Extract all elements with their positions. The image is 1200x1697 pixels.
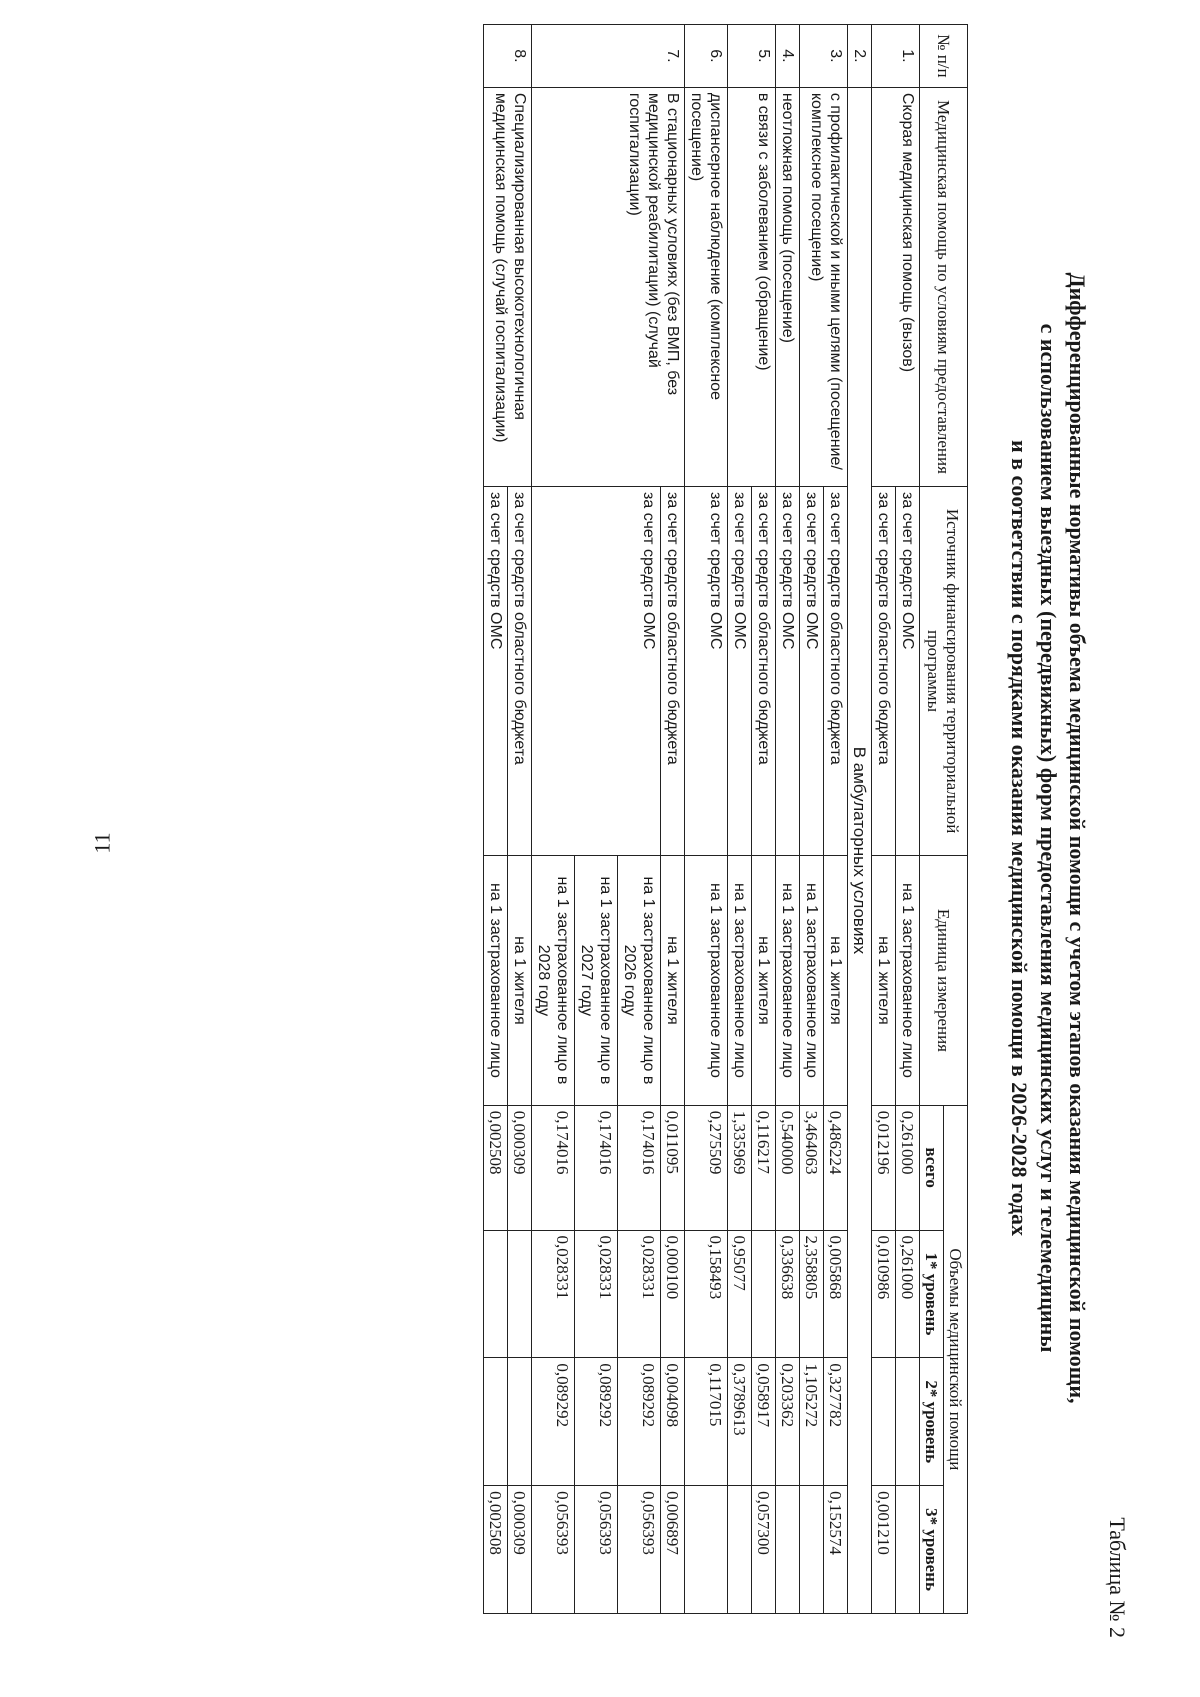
cell-source: за счет средств областного бюджета [752, 487, 776, 856]
cell-total: 1,335969 [728, 1105, 752, 1230]
document-title [1005, 8, 1092, 1668]
cell-source: за счет средств ОМС [776, 487, 800, 856]
cell-l1: 0,000100 [661, 1230, 685, 1358]
cell-care: в связи с заболеванием (обращение) [728, 87, 776, 486]
cell-l3: 0,152574 [824, 1486, 848, 1614]
cell-total: 0,011095 [661, 1105, 685, 1230]
header-volumes: Объемы медицинской помощи [944, 1105, 968, 1613]
cell-l2: 0,089292 [618, 1358, 661, 1486]
cell-unit: на 1 застрахованное лицо в 2027 году [575, 856, 618, 1106]
rotated-page-content [20, 8, 1140, 1668]
cell-no: 5. [728, 25, 776, 88]
cell-unit: на 1 жителя [824, 856, 848, 1106]
table-row [661, 25, 685, 1614]
page-number: 11 [89, 832, 115, 854]
cell-no: 1. [872, 25, 920, 88]
cell-total: 0,174016 [575, 1105, 618, 1230]
cell-l1 [752, 1230, 776, 1358]
title-line: с использованием выездных (передвижных) форм предоставления медицинских услуг и телемедицины [1036, 323, 1061, 1353]
cell-l2: 0,3789613 [728, 1358, 752, 1486]
header-level-2: 2* уровень [920, 1358, 944, 1486]
cell-unit: на 1 застрахованное лицо в 2028 году [532, 856, 575, 1106]
cell-l3: 0,056393 [618, 1486, 661, 1614]
cell-l1: 0,158493 [685, 1230, 728, 1358]
cell-care: Скорая медицинская помощь (вызов) [872, 87, 920, 486]
cell-source: за счет средств ОМС [800, 487, 824, 856]
cell-l2: 0,004098 [661, 1358, 685, 1486]
cell-source: за счет средств областного бюджета [824, 487, 848, 856]
cell-l3: 0,001210 [872, 1486, 896, 1614]
cell-source: за счет средств областного бюджета [508, 487, 532, 856]
cell-unit: на 1 застрахованное лицо [800, 856, 824, 1106]
cell-l3: 0,002508 [484, 1486, 508, 1614]
cell-l3 [728, 1486, 752, 1614]
header-level-1: 1* уровень [920, 1230, 944, 1358]
title-line: Дифференцированные нормативы объема медицинской помощи с учетом этапов оказания медицинской помощи, [1065, 272, 1090, 1404]
cell-l1 [484, 1230, 508, 1358]
cell-l2: 0,117015 [685, 1358, 728, 1486]
cell-total: 0,174016 [532, 1105, 575, 1230]
cell-l1: 2,358805 [800, 1230, 824, 1358]
cell-l3 [776, 1486, 800, 1614]
header-total: всего [920, 1105, 944, 1230]
cell-no: 7. [532, 25, 685, 88]
table-row [752, 25, 776, 1614]
header-source: Источник финансирования территориальной программы [920, 487, 968, 856]
cell-unit: на 1 жителя [752, 856, 776, 1106]
cell-total: 0,002508 [484, 1105, 508, 1230]
cell-l2: 0,203362 [776, 1358, 800, 1486]
cell-care: Специализированная высокотехнологичная медицинская помощь (случай госпитализации) [484, 87, 532, 486]
cell-l3 [685, 1486, 728, 1614]
cell-l2: 0,089292 [575, 1358, 618, 1486]
header-no: № п/п [920, 25, 968, 88]
cell-section: В амбулаторных условиях [848, 87, 872, 1613]
cell-unit: на 1 застрахованное лицо в 2026 году [618, 856, 661, 1106]
cell-unit: на 1 жителя [508, 856, 532, 1106]
cell-l2: 0,058917 [752, 1358, 776, 1486]
cell-unit: на 1 жителя [661, 856, 685, 1106]
cell-l2 [508, 1358, 532, 1486]
cell-no: 4. [776, 25, 800, 88]
cell-l1: 0,336638 [776, 1230, 800, 1358]
cell-total: 3,464063 [800, 1105, 824, 1230]
cell-unit: на 1 застрахованное лицо [776, 856, 800, 1106]
header-level-3: 3* уровень [920, 1486, 944, 1614]
cell-l1: 0,028331 [618, 1230, 661, 1358]
cell-l2 [484, 1358, 508, 1486]
cell-l2: 0,089292 [532, 1358, 575, 1486]
cell-care: диспансерное наблюдение (комплексное посещение) [685, 87, 728, 486]
cell-total: 0,275509 [685, 1105, 728, 1230]
cell-source: за счет средств областного бюджета [661, 487, 685, 856]
cell-total: 0,174016 [618, 1105, 661, 1230]
cell-l3: 0,000309 [508, 1486, 532, 1614]
table-row [848, 25, 872, 1614]
cell-care: В стационарных условиях (без ВМП, без медицинской реабилитации) (случай госпитализации) [532, 87, 685, 486]
table-row [896, 25, 920, 1614]
cell-no: 6. [685, 25, 728, 88]
cell-source: за счет средств ОМС [896, 487, 920, 856]
cell-unit: на 1 жителя [872, 856, 896, 1106]
cell-total: 0,486224 [824, 1105, 848, 1230]
cell-l3 [800, 1486, 824, 1614]
table-row [508, 25, 532, 1614]
cell-total: 0,261000 [896, 1105, 920, 1230]
cell-source: за счет средств ОМС [484, 487, 508, 856]
cell-l3: 0,056393 [575, 1486, 618, 1614]
cell-source: за счет средств ОМС [685, 487, 728, 856]
cell-total: 0,000309 [508, 1105, 532, 1230]
cell-l3: 0,056393 [532, 1486, 575, 1614]
cell-l1: 0,005868 [824, 1230, 848, 1358]
cell-l3 [896, 1486, 920, 1614]
cell-l1: 0,261000 [896, 1230, 920, 1358]
cell-l1: 0,010986 [872, 1230, 896, 1358]
table-number: Таблица № 2 [1105, 1517, 1130, 1638]
cell-total: 0,540000 [776, 1105, 800, 1230]
cell-l3: 0,006897 [661, 1486, 685, 1614]
cell-no: 3. [800, 25, 848, 88]
cell-source: за счет средств областного бюджета [872, 487, 896, 856]
cell-l1: 0,028331 [575, 1230, 618, 1358]
cell-l1: 0,95077 [728, 1230, 752, 1358]
cell-source: за счет средств ОМС [728, 487, 752, 856]
cell-l2 [896, 1358, 920, 1486]
cell-unit: на 1 застрахованное лицо [685, 856, 728, 1106]
cell-l2: 0,327782 [824, 1358, 848, 1486]
cell-unit: на 1 застрахованное лицо [896, 856, 920, 1106]
cell-total: 0,012196 [872, 1105, 896, 1230]
cell-total: 0,116217 [752, 1105, 776, 1230]
table-row [776, 25, 800, 1614]
cell-l2 [872, 1358, 896, 1486]
cell-care: с профилактической и иными целями (посещение/комплексное посещение) [800, 87, 848, 486]
table-row [824, 25, 848, 1614]
header-care: Медицинская помощь по условиям предоставления [920, 87, 968, 486]
cell-source: за счет средств ОМС [532, 487, 661, 856]
cell-care: неотложная помощь (посещение) [776, 87, 800, 486]
cell-l1 [508, 1230, 532, 1358]
header-unit: Единица измерения [920, 856, 968, 1106]
cell-no: 2. [848, 25, 872, 88]
cell-unit: на 1 застрахованное лицо [728, 856, 752, 1106]
title-line: и в соответствии с порядками оказания медицинской помощи в 2026-2028 годах [1007, 440, 1032, 1236]
cell-l2: 1,105272 [800, 1358, 824, 1486]
cell-no: 8. [484, 25, 532, 88]
cell-unit: на 1 застрахованное лицо [484, 856, 508, 1106]
table-row [685, 25, 728, 1614]
cell-l3: 0,057300 [752, 1486, 776, 1614]
cell-l1: 0,028331 [532, 1230, 575, 1358]
volume-norms-table [483, 24, 968, 1614]
